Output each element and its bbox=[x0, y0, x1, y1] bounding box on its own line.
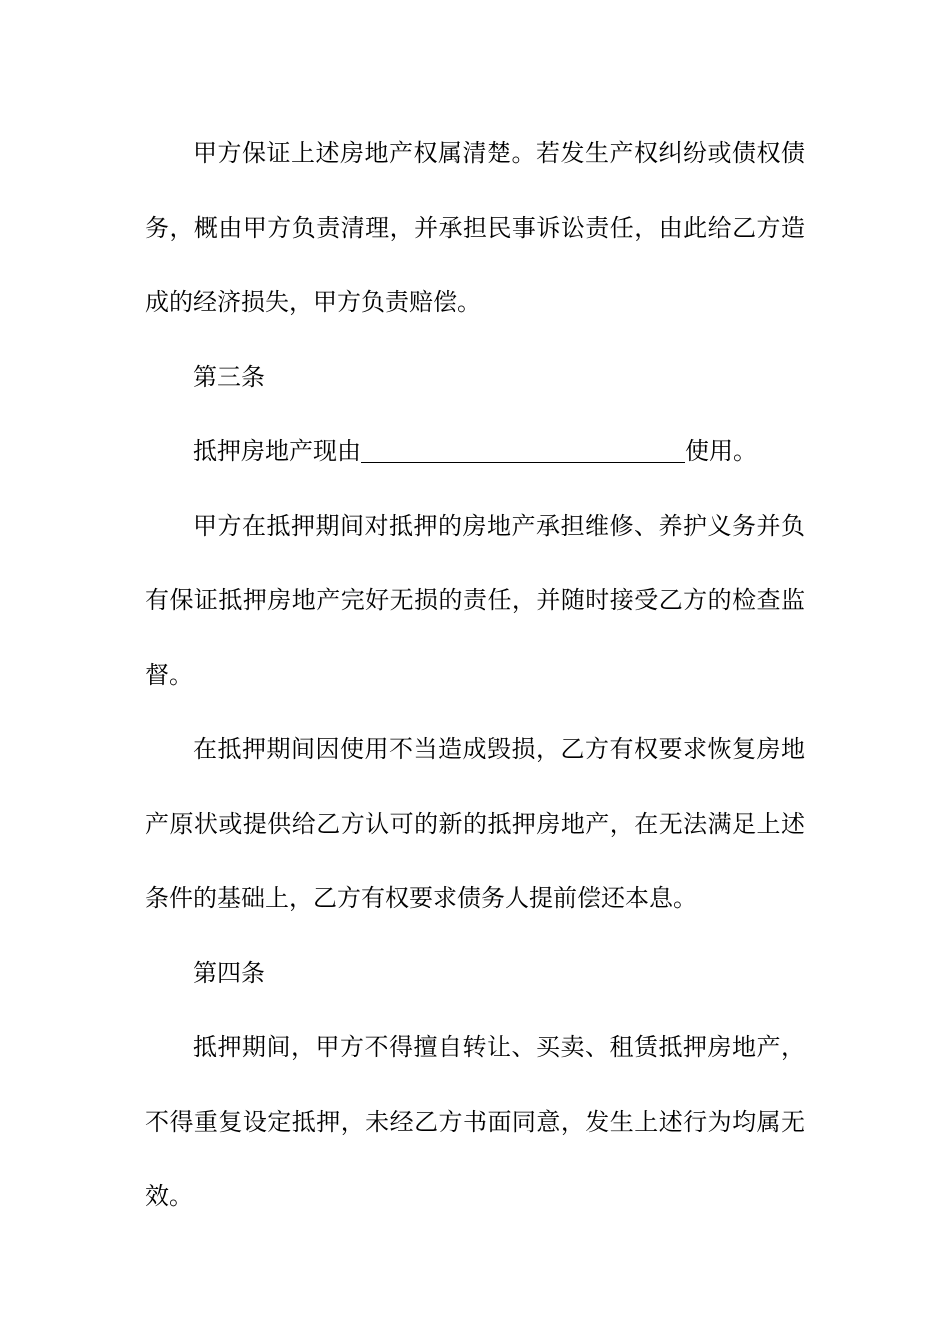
paragraph-maintenance-duty: 甲方在抵押期间对抵押的房地产承担维修、养护义务并负有保证抵押房地产完好无损的责任，并随时接受乙方的检查监督。 bbox=[145, 511, 805, 689]
paragraph-transfer-restriction: 抵押期间，甲方不得擅自转让、买卖、租赁抵押房地产，不得重复设定抵押，未经乙方书面同意，发生上述行为均属无效。 bbox=[145, 1033, 805, 1210]
fill-in-blank-line bbox=[361, 438, 685, 463]
property-use-prefix: 抵押房地产现由 bbox=[193, 437, 361, 465]
paragraph-property-use bbox=[145, 414, 805, 489]
article-heading-four: 第四条 bbox=[193, 958, 265, 987]
paragraph-property-warranty: 甲方保证上述房地产权属清楚。若发生产权纠纷或债权债务，概由甲方负责清理，并承担民事诉讼责任，由此给乙方造成的经济损失，甲方负责赔偿。 bbox=[145, 139, 805, 316]
document-body bbox=[145, 116, 805, 1234]
paragraph-damage-remedy: 在抵押期间因使用不当造成毁损，乙方有权要求恢复房地产原状或提供给乙方认可的新的抵押房地产，在无法满足上述条件的基础上，乙方有权要求债务人提前偿还本息。 bbox=[145, 735, 805, 912]
article-heading-three: 第三条 bbox=[193, 362, 265, 391]
property-use-suffix: 使用。 bbox=[685, 437, 757, 465]
